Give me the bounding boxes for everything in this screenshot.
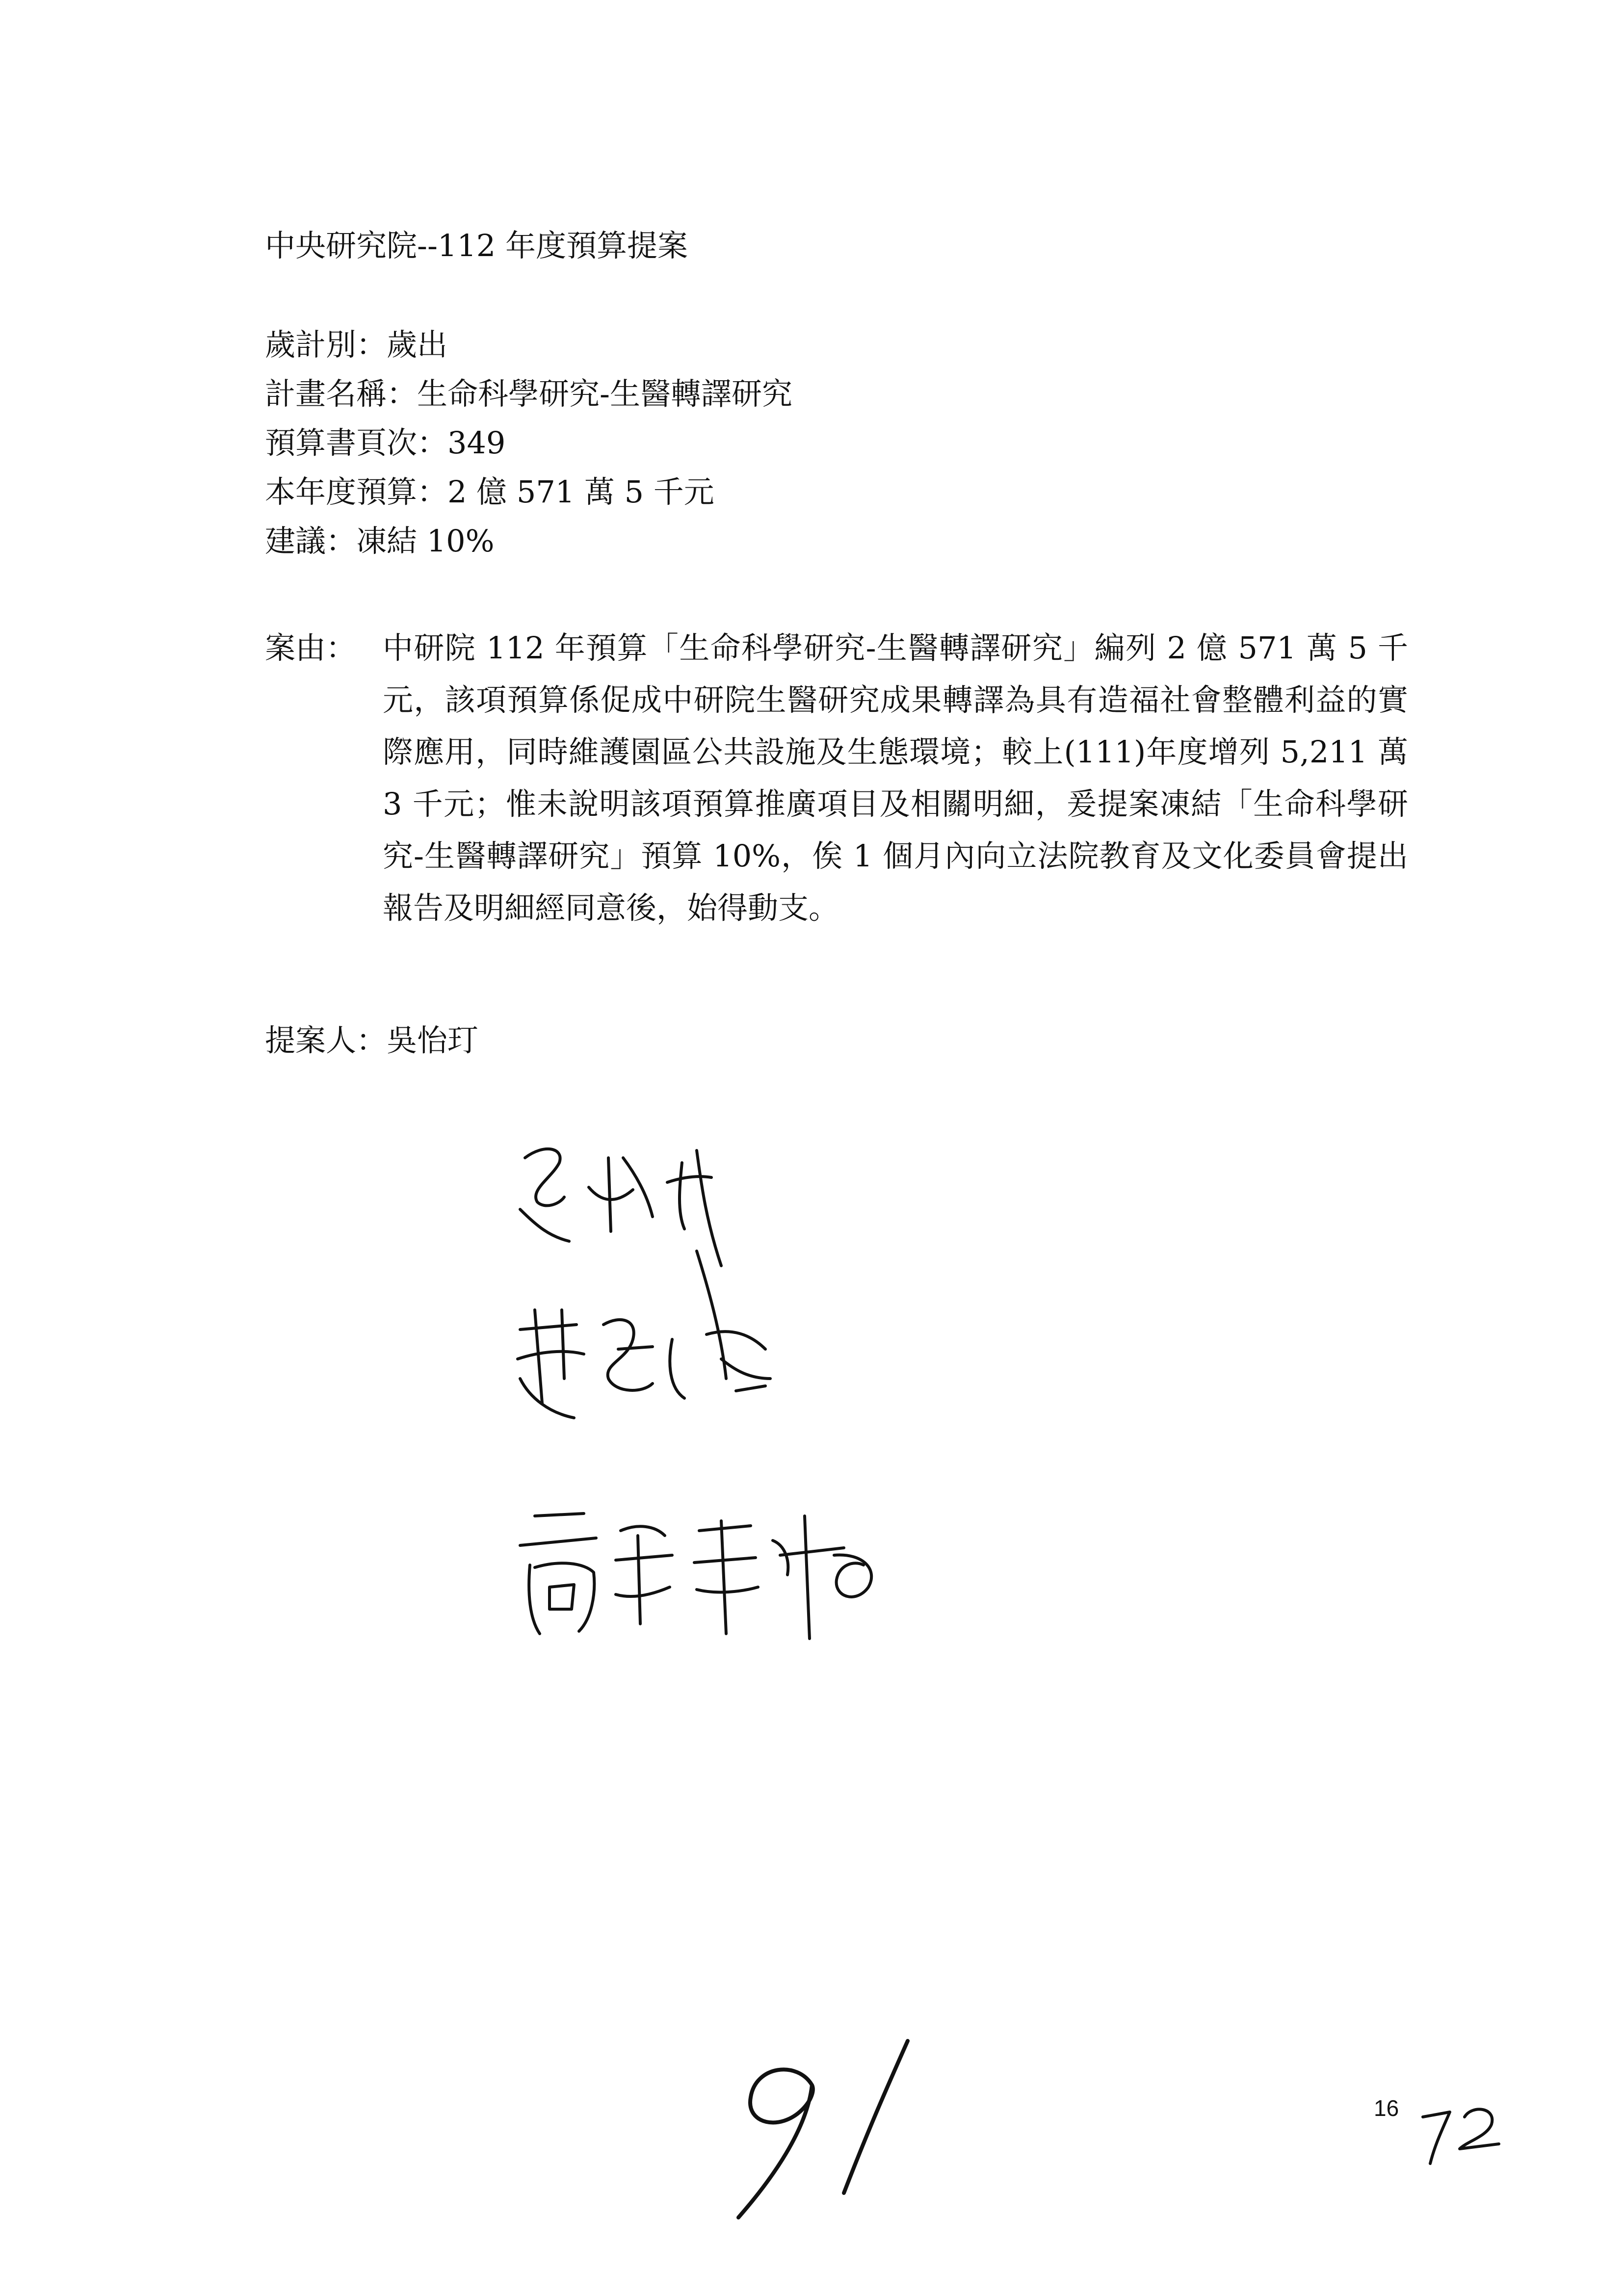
field-value: 生命科學研究-生醫轉譯研究 (417, 376, 792, 412)
field-value: 349 (447, 425, 506, 461)
field-label: 歲計別 (265, 327, 357, 363)
page-number: 16 (1374, 2095, 1399, 2121)
reason-text: 中研院 112 年預算「生命科學研究-生醫轉譯研究」編列 2 億 571 萬 5 千元，該項預算係促成中研院生醫研究成果轉譯為具有造福社會整體利益的實際應用，同時維護園區公共設施及生態環境；較上(111)年度增列 5,211 萬 3 千元；惟未說明該項預算推廣項目及相關明細，爰提案凍結「生命科學研究-生醫轉譯研究」預算 10%，俟 1 個月內向立法院教育及文化委員會提出報告及明細經同意後，始得動支。 (383, 630, 1408, 926)
field-budget-page (265, 425, 506, 461)
field-separator: ： (356, 327, 387, 363)
proposer-label: 提案人 (265, 1022, 357, 1058)
handwritten-number-91 (716, 2031, 932, 2227)
field-label: 計畫名稱 (265, 376, 387, 412)
field-value: 歲出 (387, 327, 448, 363)
field-label: 建議 (265, 523, 326, 559)
field-plan-name (265, 376, 792, 412)
field-separator: ： (387, 376, 418, 412)
handwritten-signature-2 (518, 1251, 770, 1418)
field-separator: ： (417, 474, 448, 510)
field-budget-category (265, 327, 448, 363)
field-suggestion (265, 523, 495, 559)
field-separator: ： (417, 425, 448, 461)
document-title: 中央研究院--112 年度預算提案 (265, 228, 688, 263)
signatures-block (491, 1104, 932, 1693)
handwritten-signature-1 (520, 1149, 721, 1266)
field-value: 2 億 571 萬 5 千元 (447, 474, 714, 510)
field-separator: ： (326, 523, 357, 559)
handwritten-number-72 (1413, 2095, 1506, 2168)
field-value: 凍結 10% (356, 523, 495, 559)
reason-label: 案由： (265, 630, 357, 666)
field-annual-budget (265, 474, 714, 510)
field-label: 本年度預算 (265, 474, 418, 510)
proposer-line (265, 1022, 478, 1058)
proposer-separator: ： (356, 1022, 387, 1058)
field-label: 預算書頁次 (265, 425, 418, 461)
handwritten-signature-3 (520, 1513, 871, 1639)
proposer-name: 吳怡玎 (387, 1022, 478, 1058)
reason-section (265, 622, 1408, 934)
